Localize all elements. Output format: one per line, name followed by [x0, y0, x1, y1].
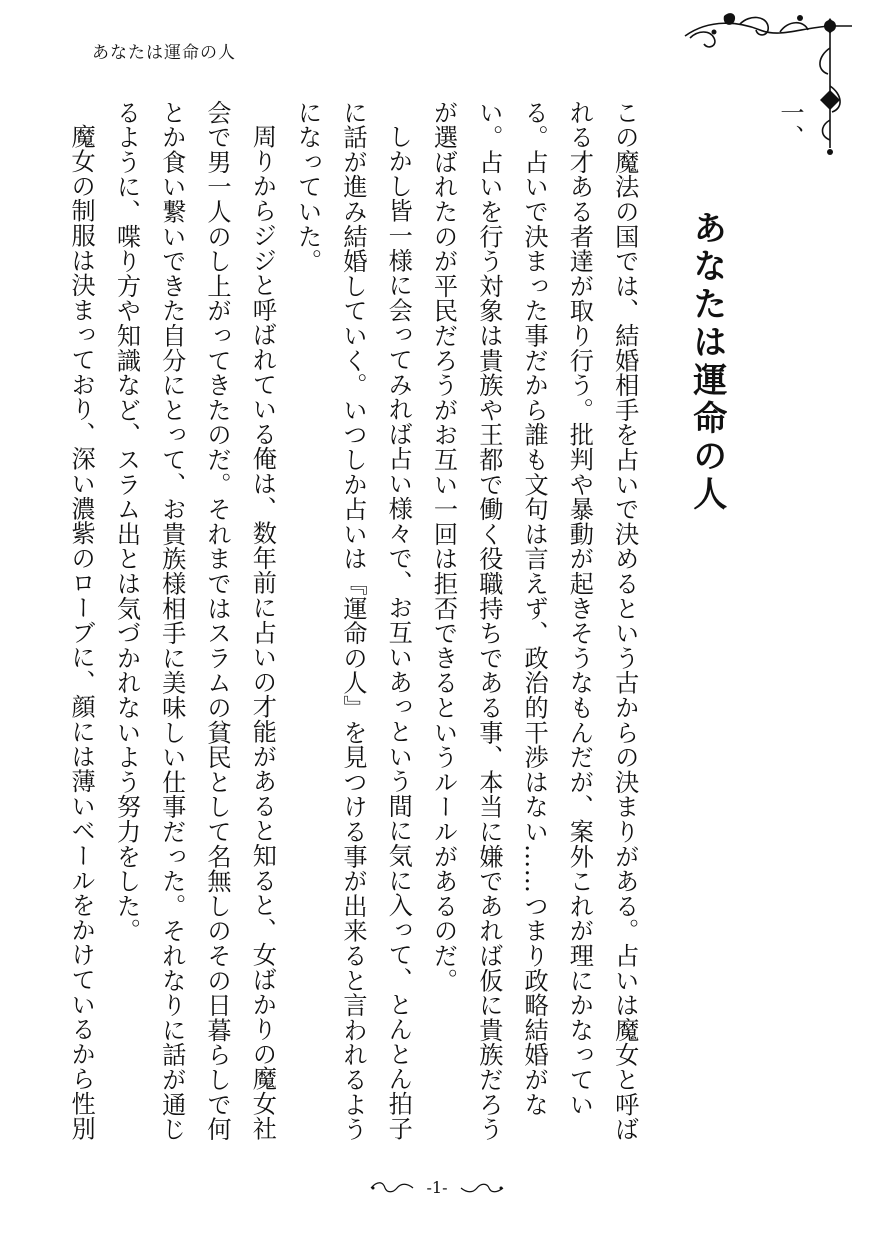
chapter-number: 一、: [776, 100, 804, 150]
footer-flourish-right-icon: [459, 1181, 505, 1195]
chapter-title: あなたは運命の人: [686, 210, 727, 514]
main-text: [58, 100, 812, 1160]
page-footer: [0, 1177, 874, 1197]
running-header: あなたは運命の人: [92, 43, 236, 63]
paragraph: 魔女の制服は決まっており、深い濃紫のローブに、顔には薄いベールをかけているから性別: [67, 124, 96, 1141]
footer-flourish-left-icon: [369, 1181, 415, 1195]
paragraph: 周りからジジと呼ばれている俺は、数年前に占いの才能があると知ると、女ばかりの魔女社会で男一人のし上がってきたのだ。それまではスラムの貧民として名無しのその日暮らしで何とか食い繋いできた自分にとって、お貴族様相手に美味しい仕事だった。それなりに話が通じるように、喋り方や知識など、スラム出とは気づかれないよう努力をした。: [112, 100, 277, 1142]
paragraph: しかし皆一様に会ってみれば占い様々で、お互いあっという間に気に入って、とんとん拍子に話が進み結婚していく。いつしか占いは『運命の人』を見つける事が出来ると言われるようになっていた。: [293, 100, 413, 1142]
paragraph: この魔法の国では、結婚相手を占いで決めるという古からの決まりがある。占いは魔女と呼ばれる才ある者達が取り行う。批判や暴動が起きそうなもんだが、案外これが理にかなっている。占いで決まった事だから誰も文句は言えず、政治的干渉はない……つまり政略結婚がない。占いを行う対象は貴族や王都で働く役職持ちである事、本当に嫌であれば仮に貴族だろうが選ばれたのが平民だろうがお互い一回は拒否できるというルールがあるのだ。: [429, 100, 639, 1142]
page-number: -1-: [426, 1178, 448, 1197]
